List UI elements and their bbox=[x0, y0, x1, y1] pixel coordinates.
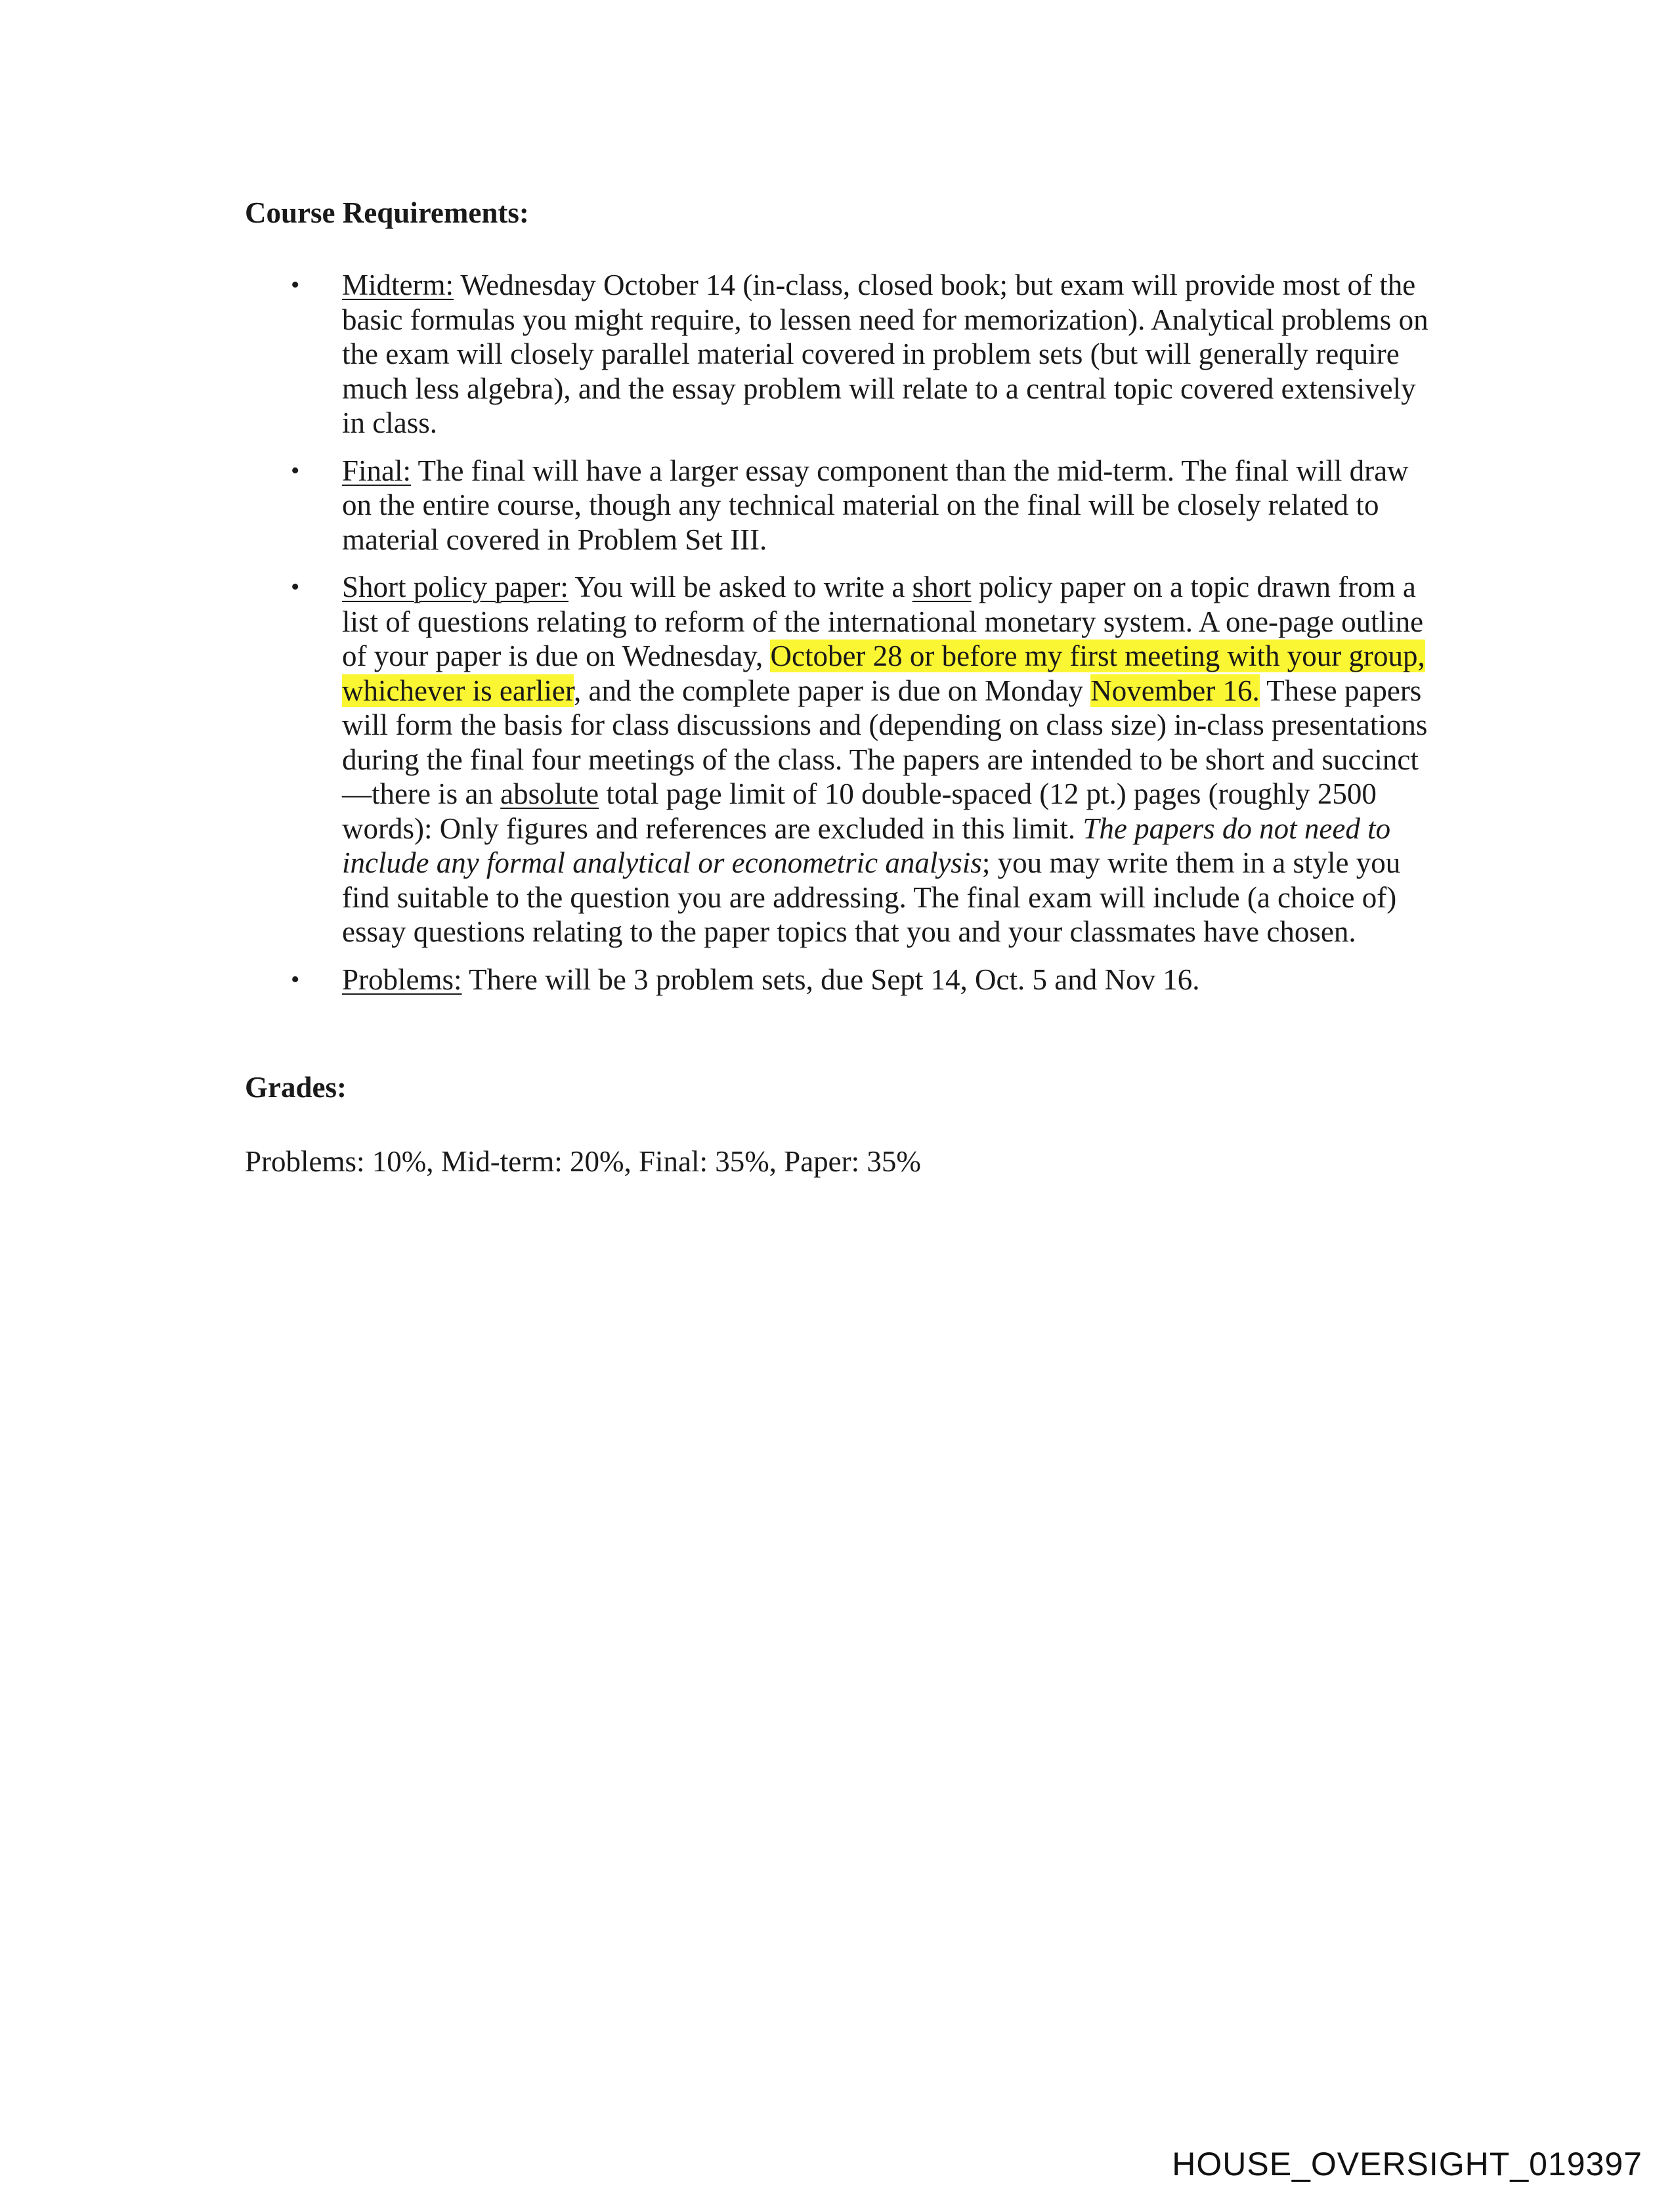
bullet-icon: • bbox=[291, 271, 300, 299]
paper-text-2: policy paper on a topic drawn from a list of questions relating to reform of the international monetary system. A one-page outline of your paper is due on Wednesday, bbox=[342, 571, 1424, 672]
bullet-icon: • bbox=[291, 965, 300, 993]
final-text: The final will have a larger essay component than the mid-term. The final will draw on the entire course, though any technical material on the final will be closely related to material covered in Problem Set III. bbox=[342, 454, 1409, 556]
document-id-stamp: HOUSE_OVERSIGHT_019397 bbox=[1172, 2146, 1642, 2182]
list-item-final bbox=[245, 454, 1434, 557]
bullet-icon: • bbox=[291, 573, 300, 601]
paper-text-1: You will be asked to write a bbox=[568, 571, 912, 603]
paper-absolute-word: absolute bbox=[500, 777, 599, 810]
paper-deadline-highlight: November 16. bbox=[1090, 674, 1260, 707]
list-item-problems bbox=[245, 963, 1434, 997]
paper-short-word: short bbox=[912, 571, 972, 603]
paper-italic-note: The papers do not need to include any formal analytical or econometric analysis bbox=[342, 812, 1391, 879]
grades-breakdown: Problems: 10%, Mid-term: 20%, Final: 35%, Paper: 35% bbox=[245, 1145, 921, 1178]
grades-heading: Grades: bbox=[245, 1071, 347, 1104]
bullet-icon: • bbox=[291, 456, 300, 485]
midterm-text: Wednesday October 14 (in-class, closed book; but exam will provide most of the basic formulas you might require, to lessen need for memorization). Analytical problems on the exam will closely parallel material covered in problem sets (but will generally require much less algebra), and the essay problem will relate to a central topic covered extensively in class. bbox=[342, 269, 1428, 439]
requirements-list bbox=[245, 268, 1434, 1010]
course-requirements-heading: Course Requirements: bbox=[245, 196, 529, 229]
paper-text-6: ; you may write them in a style you find suitable to the question you are addressing. The final exam will include (a choice of) essay questions relating to the paper topics that you and your classmates have chosen. bbox=[342, 846, 1401, 948]
list-item-midterm bbox=[245, 268, 1434, 441]
paper-text-3: , and the complete paper is due on Monday bbox=[574, 674, 1091, 707]
problems-text: There will be 3 problem sets, due Sept 14, Oct. 5 and Nov 16. bbox=[461, 963, 1200, 996]
midterm-label: Midterm: bbox=[342, 269, 454, 301]
final-label: Final: bbox=[342, 454, 412, 487]
paper-text-4: These papers will form the basis for class discussions and (depending on class size) in-class presentations during the final four meetings of the class. The papers are intended to be short and succinct—there is an bbox=[342, 674, 1428, 810]
list-item-policy-paper bbox=[245, 570, 1434, 949]
paper-label: Short policy paper: bbox=[342, 571, 569, 603]
problems-label: Problems: bbox=[342, 963, 462, 996]
paper-text-5: total page limit of 10 double-spaced (12 pt.) pages (roughly 2500 words): Only figures and references are excluded in this limit. bbox=[342, 777, 1377, 845]
outline-deadline-highlight: October 28 or before my first meeting with your group, whichever is earlier bbox=[342, 640, 1425, 707]
